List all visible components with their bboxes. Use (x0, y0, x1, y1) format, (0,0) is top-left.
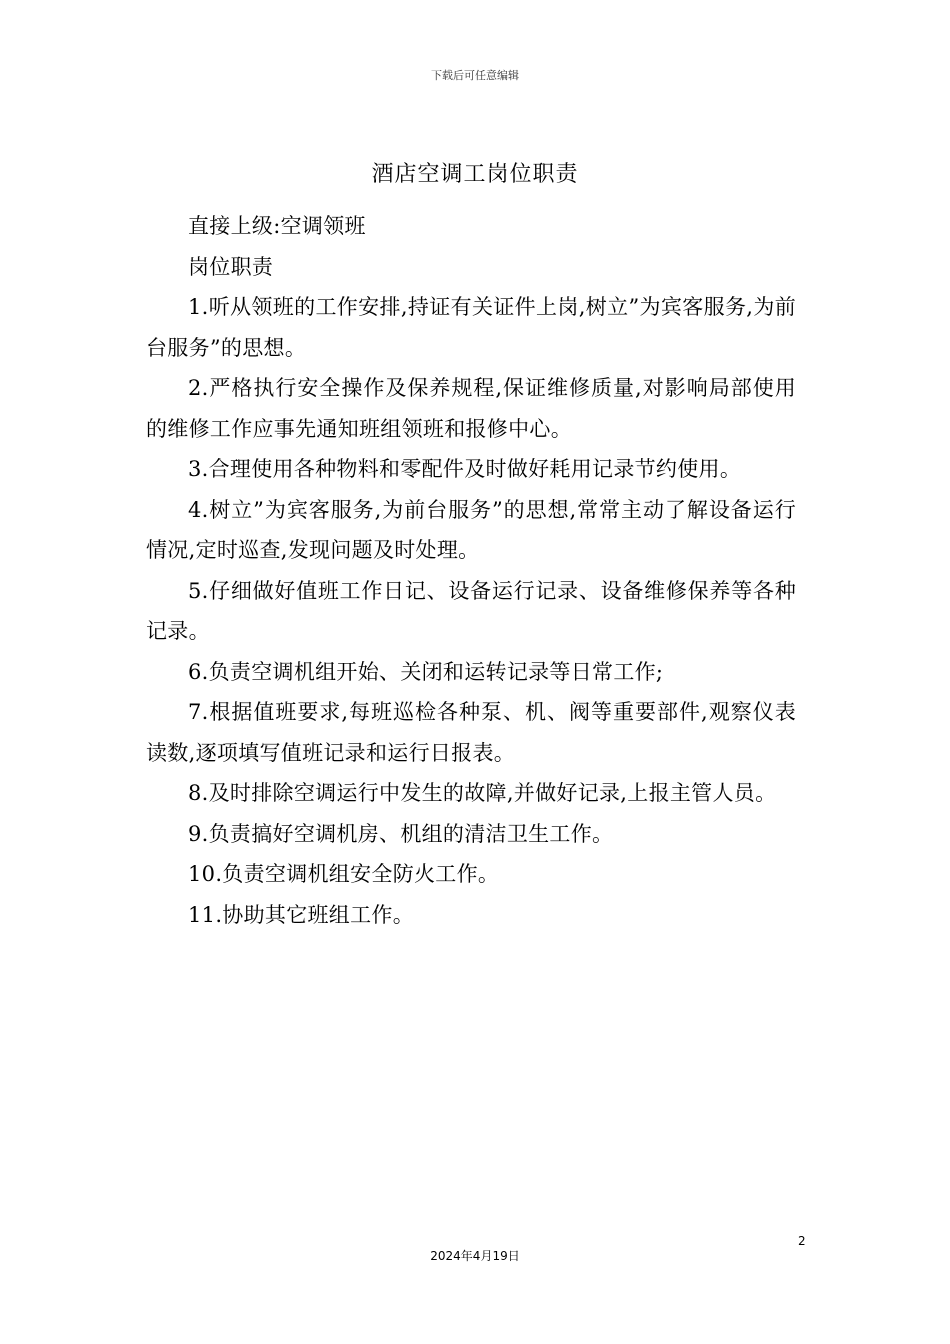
duty-item: 2.严格执行安全操作及保养规程,保证维修质量,对影响局部使用的维修工作应事先通知班组领班和报修中心。 (146, 376, 796, 441)
duty-item: 3.合理使用各种物料和零配件及时做好耗用记录节约使用。 (188, 457, 742, 481)
duty-item: 11.协助其它班组工作。 (188, 902, 414, 927)
section-heading: 岗位职责 (188, 254, 274, 279)
footer-date: 2024年4月19日 (430, 1249, 520, 1263)
document-title: 酒店空调工岗位职责 (371, 162, 579, 187)
duty-item: 10.负责空调机组安全防火工作。 (188, 862, 500, 886)
superior-line: 直接上级:空调领班 (188, 214, 366, 238)
page-number: 2 (798, 1234, 806, 1248)
header-note: 下载后可任意编辑 (431, 69, 519, 82)
duty-item: 5.仔细做好值班工作日记、设备运行记录、设备维修保养等各种记录。 (146, 578, 796, 643)
document-body (146, 206, 796, 935)
duty-item: 4.树立”为宾客服务,为前台服务”的思想,常常主动了解设备运行情况,定时巡查,发现问题及时处理。 (146, 497, 796, 562)
duty-item: 8.及时排除空调运行中发生的故障,并做好记录,上报主管人员。 (188, 781, 777, 805)
duty-item: 7.根据值班要求,每班巡检各种泵、机、阀等重要部件,观察仪表读数,逐项填写值班记录和运行日报表。 (146, 700, 796, 765)
duty-item: 1.听从领班的工作安排,持证有关证件上岗,树立”为宾客服务,为前台服务”的思想。 (146, 295, 796, 360)
duty-item: 6.负责空调机组开始、关闭和运转记录等日常工作; (188, 659, 664, 684)
duty-item: 9.负责搞好空调机房、机组的清洁卫生工作。 (188, 821, 614, 846)
